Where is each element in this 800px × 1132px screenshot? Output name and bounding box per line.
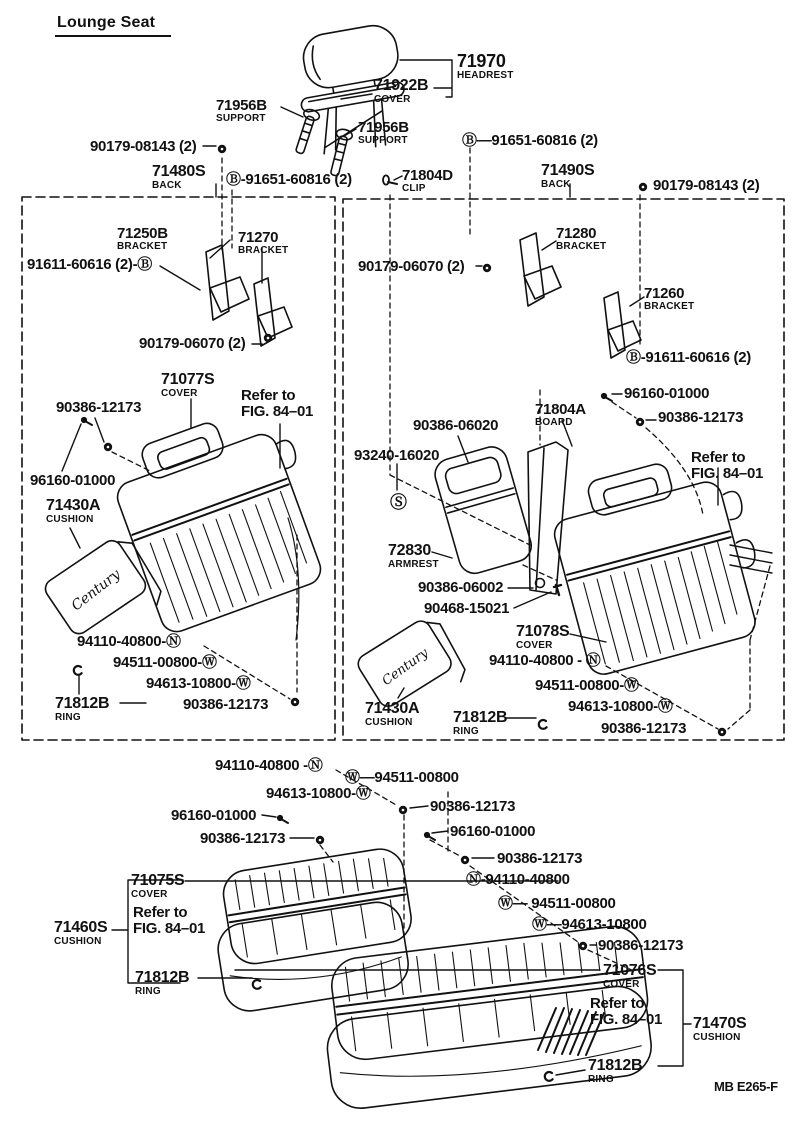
part-90179-06070-l: 90179-06070 (2) (139, 335, 246, 352)
bracket-71280-drawing (520, 233, 561, 306)
part-71460s: 71460S CUSHION (54, 919, 108, 947)
part-71970: 71970 HEADREST (457, 51, 514, 81)
part-90468-15021: 90468-15021 (424, 600, 510, 617)
support-bolt-drawing (326, 128, 353, 177)
part-71430a-l: 71430A CUSHION (46, 497, 101, 525)
part-91651-60816-r: Ⓑ—91651-60816 (2) (462, 132, 598, 149)
refer-fig-left-back: Refer to FIG. 84–01 (241, 387, 314, 420)
part-93240-16020: 93240-16020 (354, 447, 440, 464)
part-91651-60816-l: Ⓑ-91651-60816 (2) (226, 171, 352, 188)
part-71075s: 71075S COVER (131, 872, 185, 900)
diagram-code: MB E265-F (714, 1079, 778, 1094)
part-90386-06002: 90386-06002 (418, 579, 504, 596)
part-90386-12173-a: 90386-12173 (56, 399, 142, 416)
part-71077s: 71077S COVER (161, 371, 215, 399)
part-94110-40800-b: 94110-40800 - Ⓝ (489, 652, 601, 669)
part-91611-60616-l: 91611-60616 (2)-Ⓑ (27, 256, 152, 273)
seat-back-left-drawing (103, 398, 339, 636)
part-90386-12173-b: 90386-12173 (183, 696, 269, 713)
part-90386-12173-f: 90386-12173 (200, 830, 286, 847)
part-96160-01000-c: 96160-01000 (171, 807, 257, 824)
seat-cushion-left-drawing (206, 846, 421, 1015)
screw-grommet-s: Ⓢ (390, 493, 407, 512)
part-72830: 72830 ARMREST (388, 542, 439, 570)
part-90386-12173-d: 90386-12173 (601, 720, 687, 737)
part-71804d: 71804D CLIP (402, 167, 453, 194)
part-71490s: 71490S BACK (541, 162, 595, 190)
part-94110-40800-c: 94110-40800 -Ⓝ (215, 757, 323, 774)
refer-fig-right-back: Refer to FIG. 84–01 (691, 449, 764, 482)
part-71956b-2: 71956B SUPPORT (358, 119, 409, 146)
part-94110-40800-d: Ⓝ-94110-40800 (466, 871, 570, 888)
part-91611-60616-r: Ⓑ-91611-60616 (2) (626, 349, 751, 366)
part-71270: 71270 BRACKET (238, 229, 289, 256)
part-96160-01000-b: 96160-01000 (624, 385, 710, 402)
century-logo: Century (68, 566, 124, 615)
part-94613-10800-d: Ⓦ—94613-10800 (532, 916, 647, 933)
part-90386-12173-e: 90386-12173 (430, 798, 516, 815)
part-71470s: 71470S CUSHION (693, 1015, 747, 1043)
part-71922b: 71922B COVER (374, 77, 429, 105)
support-bolt-drawing (292, 108, 321, 156)
part-71078s: 71078S COVER (516, 623, 570, 651)
part-71812b-d: 71812B RING (588, 1057, 643, 1085)
part-94110-40800-a: 94110-40800-Ⓝ (77, 633, 181, 650)
part-71280: 71280 BRACKET (556, 225, 607, 252)
part-90179-06070-r: 90179-06070 (2) (358, 258, 465, 275)
part-96160-01000-a: 96160-01000 (30, 472, 116, 489)
part-71480s: 71480S BACK (152, 163, 206, 191)
part-94511-00800-a: 94511-00800-Ⓦ (113, 654, 217, 671)
part-94613-10800-c: 94613-10800-Ⓦ (266, 785, 371, 802)
part-94511-00800-d: Ⓦ— 94511-00800 (498, 895, 616, 912)
part-71812b-a: 71812B RING (55, 695, 110, 723)
bracket-71270-drawing (254, 278, 292, 346)
part-71804a: 71804A BOARD (535, 401, 586, 428)
part-90386-12173-c: 90386-12173 (658, 409, 744, 426)
part-71250b: 71250B BRACKET (117, 225, 168, 252)
part-96160-01000-d: 96160-01000 (450, 823, 536, 840)
refer-fig-left-cushion: Refer to FIG. 84–01 (133, 904, 206, 937)
part-71076s: 71076S COVER (603, 962, 657, 990)
part-71260: 71260 BRACKET (644, 285, 695, 312)
part-90179-08143-r: 90179-08143 (2) (653, 177, 760, 194)
part-71956b-1: 71956B SUPPORT (216, 97, 267, 124)
part-94613-10800-a: 94613-10800-Ⓦ (146, 675, 251, 692)
part-94613-10800-b: 94613-10800-Ⓦ (568, 698, 673, 715)
part-90179-08143-l: 90179-08143 (2) (90, 138, 197, 155)
board-drawing (528, 442, 568, 594)
part-71812b-c: 71812B RING (135, 969, 190, 997)
century-logo: Century (379, 645, 432, 690)
page-title: Lounge Seat (55, 14, 171, 37)
refer-fig-right-cushion: Refer to FIG. 84–01 (590, 995, 663, 1028)
part-90386-12173-h: 90386-12173 (598, 937, 684, 954)
part-71812b-b: 71812B RING (453, 709, 508, 737)
part-94511-00800-c: Ⓦ—94511-00800 (345, 769, 459, 786)
part-71430a-r: 71430A CUSHION (365, 700, 420, 728)
part-90386-12173-g: 90386-12173 (497, 850, 583, 867)
part-94511-00800-b: 94511-00800-Ⓦ (535, 677, 639, 694)
part-90386-06020: 90386-06020 (413, 417, 499, 434)
